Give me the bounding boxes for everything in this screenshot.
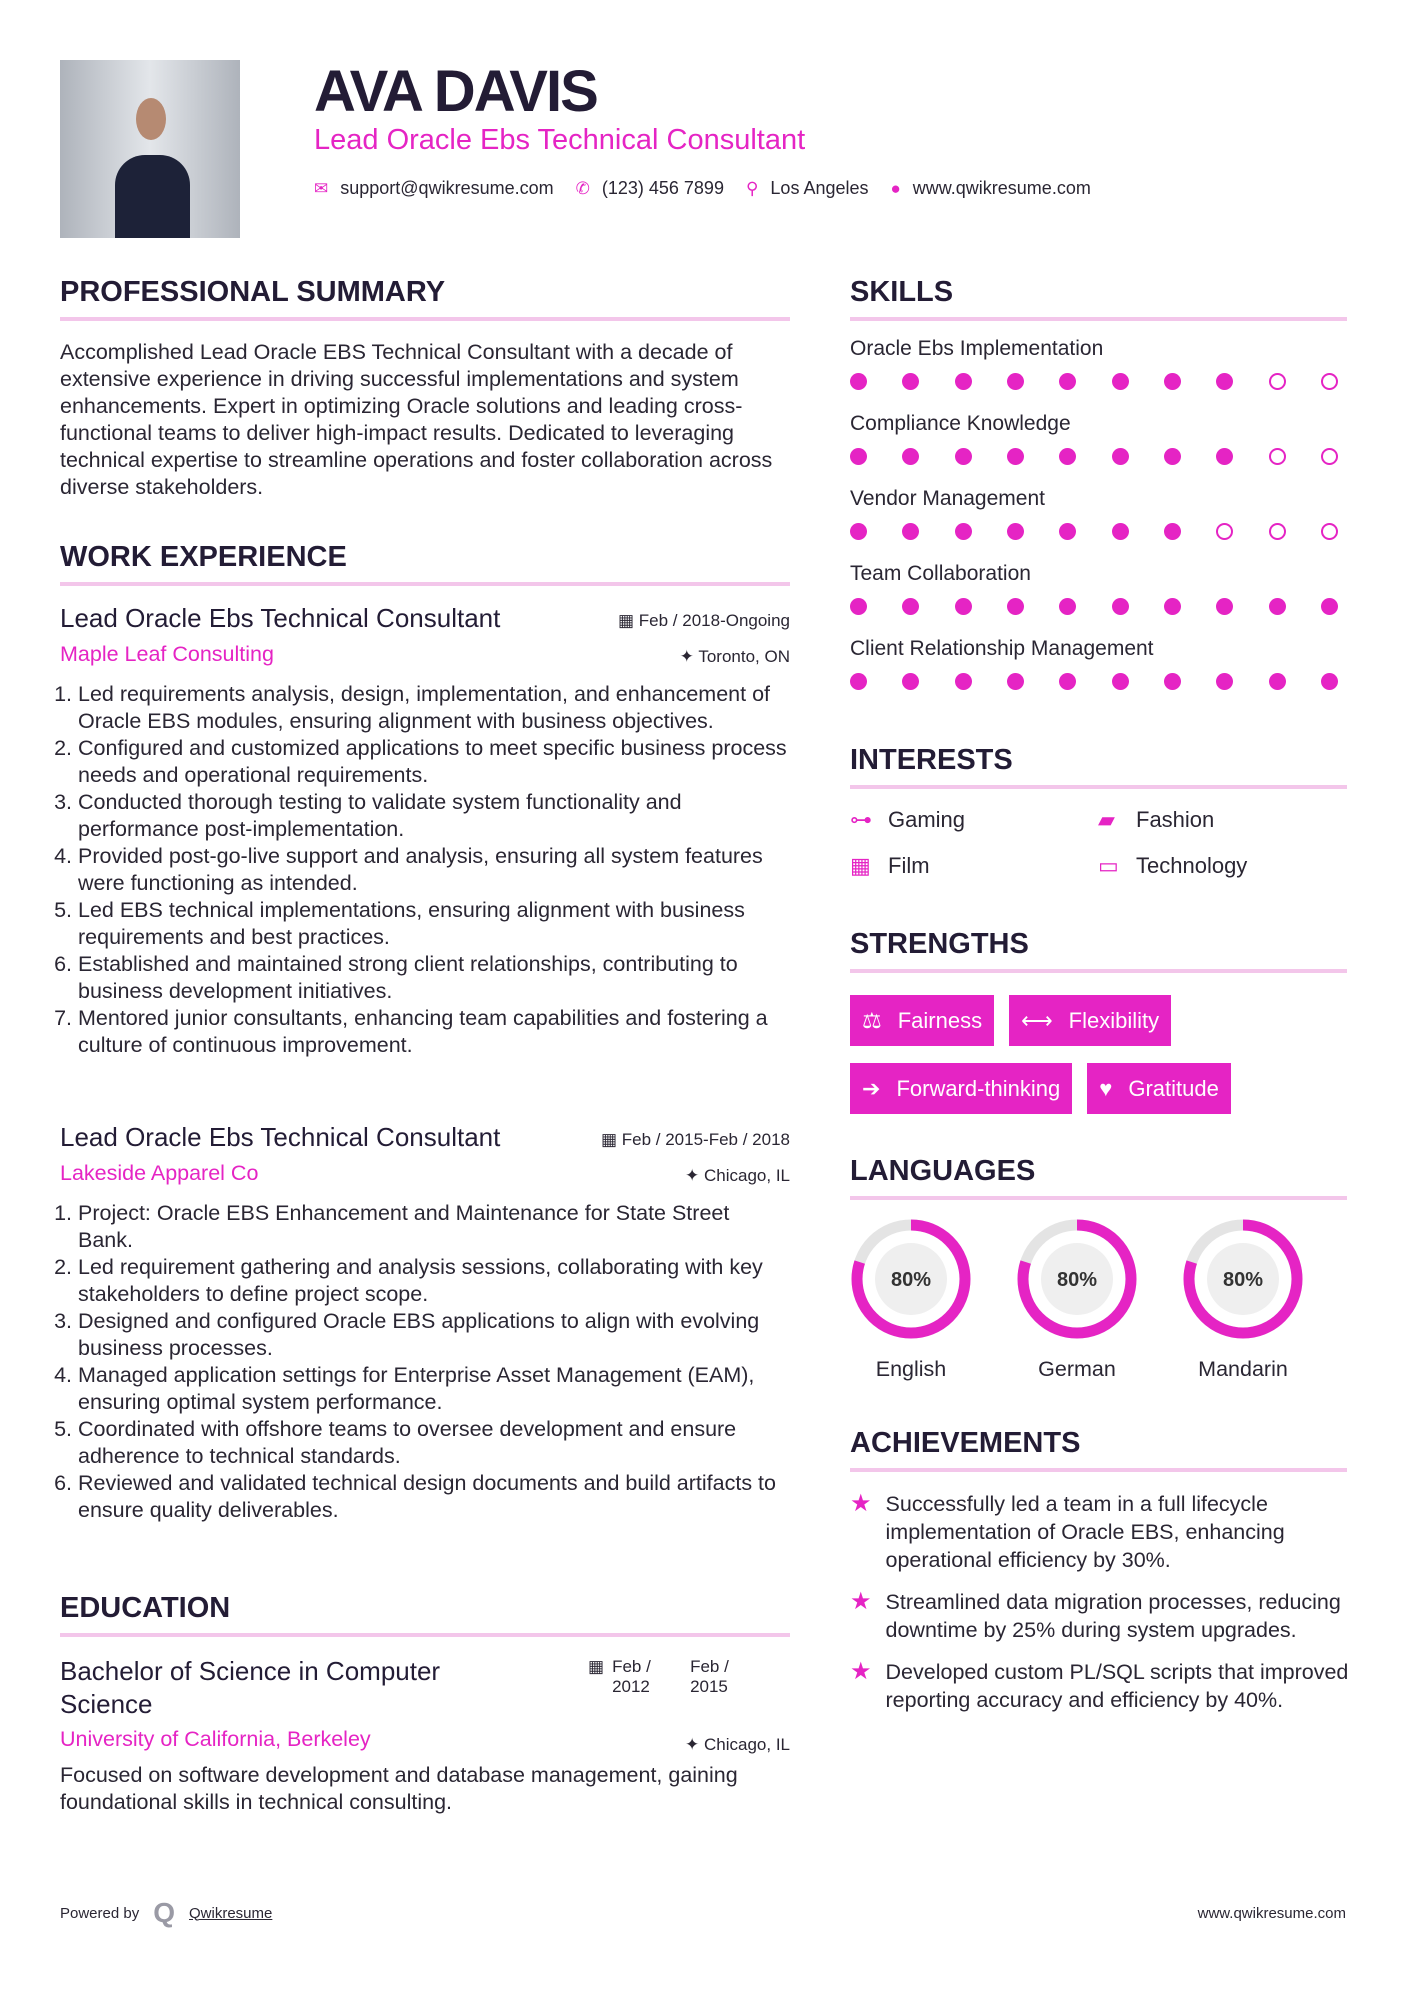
- summary-text: Accomplished Lead Oracle EBS Technical Consultant with a decade of extensive experience in driving successful implementations and system enhancements. Expert in optimizing Oracle solutions and leading cross-functional teams to deliver high-impact results. Dedicated to leveraging technical expertise to streamline operations and foster collaboration across diverse stakeholders.: [60, 340, 773, 499]
- skill-row: [850, 412, 1347, 465]
- shopping-bag-icon: ▰: [1098, 807, 1115, 832]
- section-heading: INTERESTS: [850, 744, 1013, 776]
- section-heading: LANGUAGES: [850, 1155, 1036, 1187]
- rating-dot-filled: [1059, 373, 1076, 390]
- job-entry: [60, 1122, 790, 1524]
- skill-rating: [850, 448, 1338, 465]
- section-heading: SKILLS: [850, 276, 954, 308]
- rating-dot-filled: [1007, 673, 1024, 690]
- achievement-text: Successfully led a team in a full lifecycle implementation of Oracle EBS, enhancing operational efficiency by 30%.: [885, 1492, 1285, 1572]
- bullet-item: 5. Coordinated with offshore teams to oversee development and ensure adherence to technical standards.: [78, 1416, 790, 1470]
- section-heading: PROFESSIONAL SUMMARY: [60, 276, 446, 308]
- rating-dot-filled: [1112, 448, 1129, 465]
- section-heading: EDUCATION: [60, 1592, 231, 1624]
- bullet-item: 5. Led EBS technical implementations, ensuring alignment with business requirements and best practices.: [78, 897, 790, 951]
- star-icon: ★: [850, 1658, 872, 1685]
- interest-gaming: ⊶ Gaming: [850, 807, 966, 832]
- arrow-right-icon: ➔: [862, 1075, 881, 1101]
- rating-dot-empty: [1269, 523, 1286, 540]
- rating-dot-filled: [902, 673, 919, 690]
- degree: Bachelor of Science in Computer Science: [60, 1656, 441, 1719]
- rating-dot-filled: [1059, 673, 1076, 690]
- achievement-text: Developed custom PL/SQL scripts that improved reporting accuracy and efficiency by 40%.: [885, 1660, 1349, 1712]
- education-description: Focused on software development and database management, gaining foundational skills in technical consulting.: [60, 1763, 738, 1814]
- skill-name: Oracle Ebs Implementation: [850, 337, 1104, 360]
- footer-site[interactable]: www.qwikresume.com: [1197, 1905, 1346, 1922]
- skill-rating: [850, 598, 1338, 615]
- skill-rating: [850, 523, 1338, 540]
- rating-dot-filled: [850, 523, 867, 540]
- contact-bar: [314, 178, 1091, 199]
- star-icon: ★: [850, 1490, 872, 1517]
- skill-row: [850, 487, 1347, 540]
- start-date: Feb / 2012: [612, 1657, 651, 1696]
- skill-name: Team Collaboration: [850, 562, 1031, 585]
- bullet-item: 3. Designed and configured Oracle EBS applications to align with evolving business processes.: [78, 1308, 790, 1362]
- language-name: English: [875, 1357, 947, 1381]
- achievement-item: [850, 1490, 1350, 1574]
- rating-dot-filled: [1321, 598, 1338, 615]
- rating-dot-filled: [1059, 598, 1076, 615]
- rating-dot-filled: [1269, 598, 1286, 615]
- bullet-item: 1. Project: Oracle EBS Enhancement and Maintenance for State Street Bank.: [78, 1200, 790, 1254]
- bullet-item: 1. Led requirements analysis, design, implementation, and enhancement of Oracle EBS modules, ensuring alignment with business objectives.: [78, 681, 790, 735]
- rating-dot-filled: [1216, 598, 1233, 615]
- map-pin-icon: ⚲: [745, 178, 759, 198]
- education-dates: [588, 1657, 750, 1697]
- skill-row: [850, 637, 1347, 690]
- language-name: Mandarin: [1198, 1357, 1288, 1381]
- rating-dot-filled: [902, 523, 919, 540]
- location: Los Angeles: [770, 178, 869, 198]
- gamepad-icon: ⊶: [850, 807, 872, 832]
- rating-dot-empty: [1216, 523, 1233, 540]
- profile-photo: [60, 60, 240, 238]
- phone-icon: ✆: [575, 178, 590, 198]
- language-item: [1016, 1218, 1138, 1382]
- languages-section: [850, 1155, 1347, 1382]
- calendar-icon: ▦: [588, 1657, 605, 1676]
- job-title: Lead Oracle Ebs Technical Consultant: [60, 1122, 501, 1152]
- language-item: [850, 1218, 972, 1382]
- bullet-item: 6. Established and maintained strong client relationships, contributing to business development initiatives.: [78, 951, 790, 1005]
- interest-technology: ▭ Technology: [1098, 853, 1248, 878]
- job-title: Lead Oracle Ebs Technical Consultant: [60, 603, 501, 633]
- bullet-item: 2. Configured and customized applications to meet specific business process needs and operational requirements.: [78, 735, 790, 789]
- rating-dot-filled: [955, 673, 972, 690]
- achievement-text: Streamlined data migration processes, reducing downtime by 25% during system upgrades.: [885, 1590, 1341, 1642]
- rating-dot-filled: [902, 448, 919, 465]
- rating-dot-filled: [1007, 373, 1024, 390]
- pin-icon: ✦: [685, 1166, 704, 1185]
- section-heading: WORK EXPERIENCE: [60, 541, 347, 573]
- rating-dot-empty: [1321, 448, 1338, 465]
- skill-row: [850, 562, 1347, 615]
- school: University of California, Berkeley: [60, 1727, 371, 1751]
- education-section: [60, 1592, 790, 1816]
- education-location: ✦ Chicago, IL: [685, 1735, 790, 1754]
- skills-section: [850, 276, 1347, 690]
- achievement-item: [850, 1658, 1350, 1714]
- company-name: Lakeside Apparel Co: [60, 1161, 259, 1185]
- rating-dot-filled: [1164, 448, 1181, 465]
- star-icon: ★: [850, 1588, 872, 1615]
- divider: [60, 1633, 790, 1637]
- job-location: ✦ Chicago, IL: [685, 1166, 790, 1185]
- pin-icon: ✦: [685, 1735, 704, 1754]
- rating-dot-filled: [1269, 673, 1286, 690]
- bullet-item: 3. Conducted thorough testing to validate system functionality and performance post-implementation.: [78, 789, 790, 843]
- rating-dot-filled: [1164, 598, 1181, 615]
- language-percent: 80%: [1056, 1269, 1098, 1291]
- rating-dot-filled: [955, 373, 972, 390]
- rating-dot-filled: [850, 373, 867, 390]
- rating-dot-filled: [1321, 673, 1338, 690]
- bullet-item: 4. Provided post-go-live support and analysis, ensuring all system features were functioning as intended.: [78, 843, 790, 897]
- job-location: ✦ Toronto, ON: [679, 647, 790, 666]
- rating-dot-filled: [1112, 673, 1129, 690]
- rating-dot-filled: [1216, 673, 1233, 690]
- company-name: Maple Leaf Consulting: [60, 642, 274, 666]
- skill-rating: [850, 373, 1338, 390]
- qwikresume-logo-icon: Q: [153, 1897, 175, 1928]
- rating-dot-filled: [902, 373, 919, 390]
- globe-icon: ●: [890, 178, 901, 198]
- bullet-item: 4. Managed application settings for Enterprise Asset Management (EAM), ensuring optimal system performance.: [78, 1362, 790, 1416]
- rating-dot-filled: [1112, 373, 1129, 390]
- rating-dot-filled: [850, 448, 867, 465]
- job-bullets: [60, 1200, 790, 1524]
- rating-dot-filled: [955, 448, 972, 465]
- envelope-icon: ✉: [314, 178, 329, 198]
- section-heading: ACHIEVEMENTS: [850, 1427, 1081, 1459]
- footer-powered: [60, 1897, 272, 1929]
- rating-dot-filled: [902, 598, 919, 615]
- interest-fashion: ▰ Fashion: [1098, 807, 1215, 832]
- interest-film: ▦ Film: [850, 853, 930, 878]
- rating-dot-filled: [955, 523, 972, 540]
- divider: [850, 969, 1347, 973]
- rating-dot-filled: [1112, 598, 1129, 615]
- language-progress-ring: [1182, 1218, 1304, 1340]
- divider: [850, 1196, 1347, 1200]
- language-progress-ring: [1016, 1218, 1138, 1340]
- language-item: [1182, 1218, 1304, 1382]
- rating-dot-filled: [955, 598, 972, 615]
- rating-dot-filled: [1059, 523, 1076, 540]
- summary-section: [60, 276, 790, 501]
- candidate-name: AVA DAVIS: [314, 59, 597, 124]
- skill-rating: [850, 673, 1338, 690]
- divider: [850, 785, 1347, 789]
- job-entry: [60, 603, 790, 1059]
- calendar-icon: ▦: [600, 1130, 622, 1149]
- skill-name: Vendor Management: [850, 487, 1045, 510]
- achievements-section: [850, 1427, 1347, 1714]
- strength-fairness: ⚖ Fairness: [850, 995, 994, 1046]
- language-progress-ring: [850, 1218, 972, 1340]
- email[interactable]: support@qwikresume.com: [340, 178, 554, 198]
- skill-name: Client Relationship Management: [850, 637, 1154, 660]
- rating-dot-filled: [850, 673, 867, 690]
- divider: [850, 317, 1347, 321]
- rating-dot-filled: [1059, 448, 1076, 465]
- rating-dot-empty: [1321, 373, 1338, 390]
- strength-gratitude: ♥ Gratitude: [1087, 1063, 1231, 1114]
- arrows-horizontal-icon: ⟷: [1021, 1007, 1053, 1033]
- divider: [850, 1468, 1347, 1472]
- heart-icon: ♥: [1099, 1075, 1113, 1101]
- balance-scale-icon: ⚖: [862, 1007, 882, 1033]
- strengths-section: [850, 928, 1347, 1114]
- rating-dot-filled: [1216, 373, 1233, 390]
- rating-dot-empty: [1269, 373, 1286, 390]
- rating-dot-filled: [850, 598, 867, 615]
- candidate-title: Lead Oracle Ebs Technical Consultant: [314, 124, 806, 156]
- job-dates: ▦ Feb / 2018-Ongoing: [617, 611, 790, 630]
- section-heading: STRENGTHS: [850, 928, 1029, 960]
- bullet-item: 7. Mentored junior consultants, enhancing team capabilities and fostering a culture of continuous improvement.: [78, 1005, 790, 1059]
- powered-by-label: Powered by: [60, 1904, 140, 1922]
- strength-flexibility: ⟷ Flexibility: [1009, 995, 1171, 1046]
- interests-section: [850, 744, 1347, 879]
- divider: [60, 317, 790, 321]
- bullet-item: 6. Reviewed and validated technical design documents and build artifacts to ensure quality deliverables.: [78, 1470, 790, 1524]
- brand-link[interactable]: Qwikresume: [189, 1904, 273, 1922]
- rating-dot-filled: [1216, 448, 1233, 465]
- rating-dot-filled: [1112, 523, 1129, 540]
- laptop-icon: ▭: [1098, 853, 1119, 878]
- rating-dot-filled: [1007, 523, 1024, 540]
- rating-dot-empty: [1269, 448, 1286, 465]
- divider: [60, 582, 790, 586]
- rating-dot-filled: [1164, 373, 1181, 390]
- language-percent: 80%: [1222, 1269, 1264, 1291]
- job-dates: ▦ Feb / 2015-Feb / 2018: [600, 1130, 790, 1149]
- pin-icon: ✦: [679, 647, 699, 666]
- rating-dot-empty: [1321, 523, 1338, 540]
- bullet-item: 2. Led requirement gathering and analysis sessions, collaborating with key stakeholders to define project scope.: [78, 1254, 790, 1308]
- rating-dot-filled: [1007, 448, 1024, 465]
- job-bullets: [60, 681, 790, 1059]
- rating-dot-filled: [1164, 523, 1181, 540]
- language-name: German: [1038, 1357, 1116, 1381]
- end-date: Feb / 2015: [690, 1657, 729, 1696]
- rating-dot-filled: [1007, 598, 1024, 615]
- skill-name: Compliance Knowledge: [850, 412, 1071, 435]
- rating-dot-filled: [1164, 673, 1181, 690]
- skill-row: [850, 337, 1347, 390]
- film-icon: ▦: [850, 853, 871, 878]
- achievement-item: [850, 1588, 1350, 1644]
- work-section: [60, 541, 790, 586]
- phone: (123) 456 7899: [601, 178, 724, 198]
- calendar-icon: ▦: [617, 611, 639, 630]
- language-percent: 80%: [890, 1269, 932, 1291]
- strength-forward-thinking: ➔ Forward-thinking: [850, 1063, 1072, 1114]
- website[interactable]: www.qwikresume.com: [912, 178, 1091, 198]
